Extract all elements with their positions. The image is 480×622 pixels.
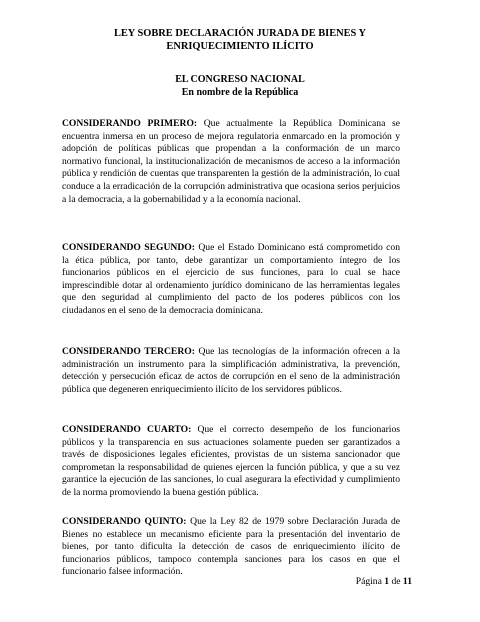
page-separator: de bbox=[389, 576, 403, 587]
paragraph-label: CONSIDERANDO QUINTO: bbox=[62, 516, 187, 527]
congress-subheading: En nombre de la República bbox=[181, 86, 299, 98]
page-prefix: Página bbox=[355, 576, 385, 587]
paragraph-text: Que el correcto desempeño de los funcionarios públicos y la transparencia en sus actuaciones solamente pueden ser garantizados a través de disposiciones legales eficientes, provistas de un sistema sancionador que comprometan la responsabilidad de quienes ejercen la función pública, y que a su vez garantice la ejecución de las sanciones, lo cual asegurara la efectividad y cumplimiento de la norma promoviendo la buena gestión pública. bbox=[62, 424, 400, 498]
total-pages: 11 bbox=[402, 576, 412, 587]
congress-heading: EL CONGRESO NACIONAL bbox=[175, 74, 305, 85]
current-page: 1 bbox=[384, 576, 390, 587]
considerando-tercero bbox=[62, 346, 400, 396]
page-number bbox=[356, 576, 412, 587]
considerando-quinto bbox=[62, 516, 400, 579]
considerando-primero bbox=[62, 118, 400, 206]
paragraph-text: Que el Estado Dominicano está comprometido con la ética pública, por tanto, debe garantizar un comportamiento íntegro de los funcionarios públicos en el ejercicio de sus funciones, para lo cual se hace imprescindible dotar al ordenamiento jurídico dominicano de las herramientas legales que den seguridad al cumplimiento del pacto de los poderes públicos con los ciudadanos en el seno de la democracia dominicana. bbox=[62, 242, 400, 316]
paragraph-label: CONSIDERANDO PRIMERO: bbox=[62, 118, 198, 129]
congress-heading-block bbox=[90, 74, 390, 99]
paragraph-label: CONSIDERANDO CUARTO: bbox=[62, 424, 192, 435]
paragraph-label: CONSIDERANDO SEGUNDO: bbox=[62, 242, 195, 253]
paragraph-text: Que las tecnologías de la información ofrecen a la administración un instrumento para la simplificación administrativa, la prevención, detección y persecución eficaz de actos de corrupción en el seno de la administración pública que degeneren enriquecimiento ilícito de los servidores públicos. bbox=[62, 346, 400, 395]
paragraph-label: CONSIDERANDO TERCERO: bbox=[62, 346, 195, 357]
paragraph-text: Que actualmente la República Dominicana se encuentra inmersa en un proceso de mejora regulatoria enmarcado en la promoción y adopción de políticas públicas que propendan a la conformación de un marco normativo funcional, la institucionalización de mecanismos de acceso a la información pública y rendición de cuentas que transparenten la gestión de la administración, lo cual conduce a la erradicación de la corrupción administrativa que ocasiona serios perjuicios a la democracia, a la gobernabilidad y a la economía nacional. bbox=[62, 118, 400, 205]
paragraph-text: Que la Ley 82 de 1979 sobre Declaración Jurada de Bienes no establece un mecanismo eficiente para la presentación del inventario de bienes, por tanto dificulta la detección de casos de enriquecimiento ilícito de funcionarios públicos, tampoco contempla sanciones para los casos en que el funcionario falsee información. bbox=[62, 516, 400, 578]
considerando-cuarto bbox=[62, 424, 400, 500]
document-title: LEY SOBRE DECLARACIÓN JURADA DE BIENES Y ENRIQUECIMIENTO ILÍCITO bbox=[113, 28, 367, 52]
considerando-segundo bbox=[62, 242, 400, 318]
